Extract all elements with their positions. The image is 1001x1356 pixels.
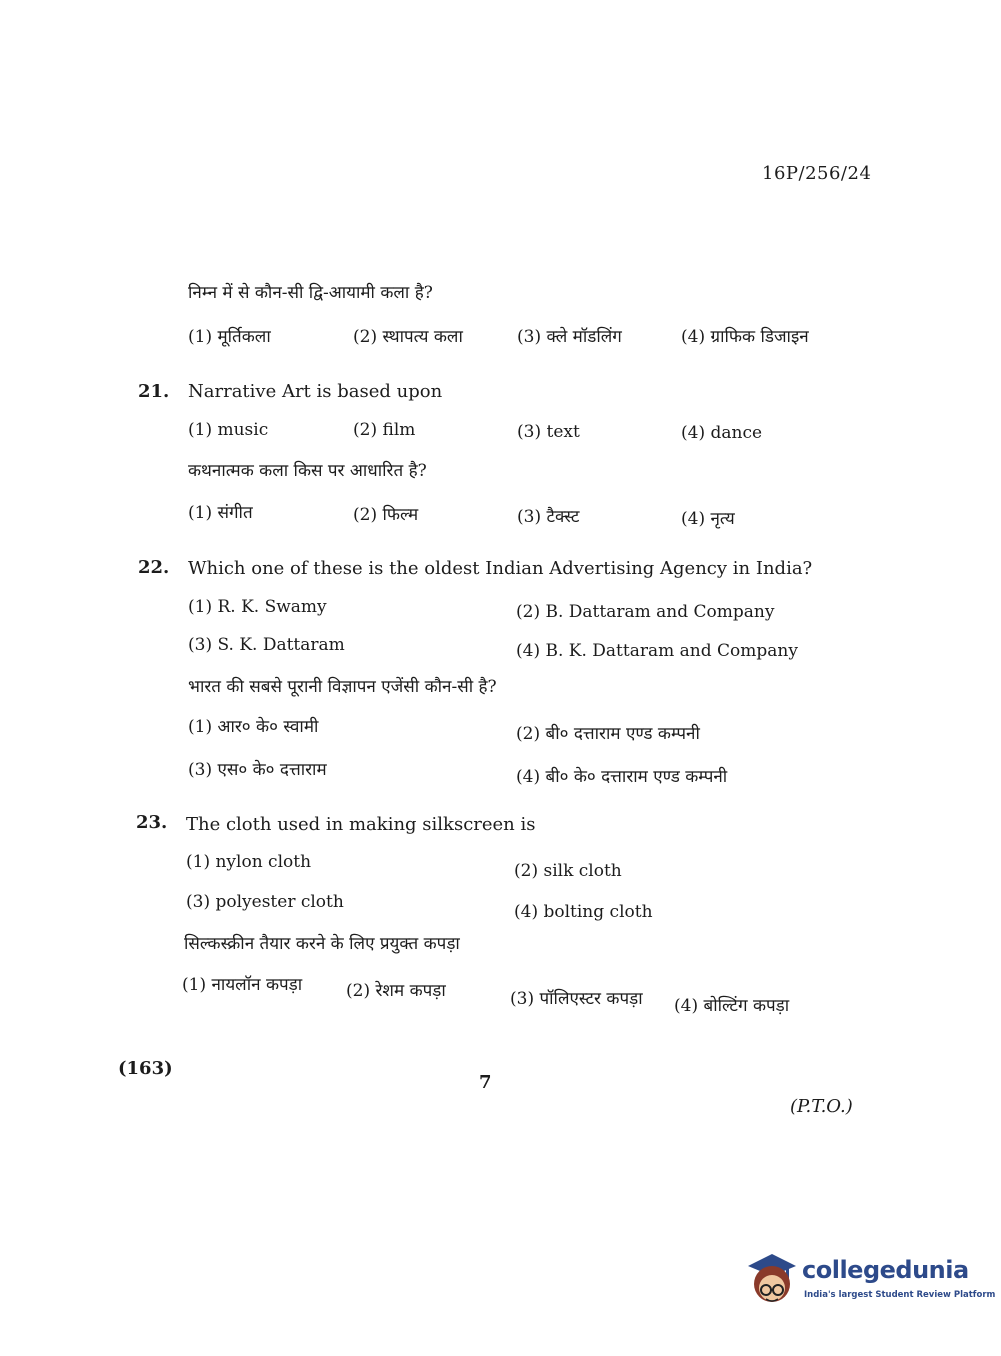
q23-hindi-question: सिल्कस्क्रीन तैयार करने के लिए प्रयुक्त कपड़ा xyxy=(184,934,460,954)
q23-hindi-option-4: (4) बोल्टिंग कपड़ा xyxy=(674,996,790,1016)
q22-option-3: (3) S. K. Dattaram xyxy=(188,635,345,655)
q23-option-4: (4) bolting cloth xyxy=(514,902,653,922)
q22-number: 22. xyxy=(138,557,170,578)
q23-hindi-option-2: (2) रेशम कपड़ा xyxy=(346,981,446,1001)
q21-hindi-option-1: (1) संगीत xyxy=(188,503,253,523)
q21-hindi-option-2: (2) फिल्म xyxy=(353,505,419,525)
q22-question: Which one of these is the oldest Indian Advertising Agency in India? xyxy=(188,558,813,579)
booklet-code: (163) xyxy=(118,1058,173,1079)
brand-tagline: India's largest Student Review Platform xyxy=(804,1290,996,1300)
q21-option-3: (3) text xyxy=(517,422,580,442)
q22-hindi-option-3: (3) एस० के० दत्ताराम xyxy=(188,760,327,780)
q23-question: The cloth used in making silkscreen is xyxy=(186,814,536,835)
q23-option-3: (3) polyester cloth xyxy=(186,892,344,912)
q22-hindi-option-2: (2) बी० दत्ताराम एण्ड कम्पनी xyxy=(516,724,700,744)
brand-name: collegedunia xyxy=(802,1256,969,1284)
q21-hindi-option-3: (3) टैक्स्ट xyxy=(517,507,580,527)
q20-hindi-question: निम्न में से कौन-सी द्वि-आयामी कला है? xyxy=(188,283,433,303)
paper-code: 16P/256/24 xyxy=(762,163,872,184)
q21-hindi-question: कथनात्मक कला किस पर आधारित है? xyxy=(188,461,427,481)
q22-hindi-option-4: (4) बी० के० दत्ताराम एण्ड कम्पनी xyxy=(516,767,728,787)
mascot-icon xyxy=(742,1250,800,1312)
collegedunia-logo xyxy=(742,1250,996,1312)
q23-hindi-option-3: (3) पॉलिएस्टर कपड़ा xyxy=(510,989,643,1009)
q23-option-1: (1) nylon cloth xyxy=(186,852,312,872)
q22-hindi-question: भारत की सबसे पूरानी विज्ञापन एजेंसी कौन-सी है? xyxy=(188,677,497,697)
q20-hindi-option-2: (2) स्थापत्य कला xyxy=(353,327,463,347)
q22-option-4: (4) B. K. Dattaram and Company xyxy=(516,641,798,661)
q22-hindi-option-1: (1) आर० के० स्वामी xyxy=(188,717,319,737)
q23-number: 23. xyxy=(136,812,168,833)
q21-number: 21. xyxy=(138,381,170,402)
q21-hindi-option-4: (4) नृत्य xyxy=(681,509,735,529)
pto-label: (P.T.O.) xyxy=(790,1096,853,1117)
q23-option-2: (2) silk cloth xyxy=(514,861,622,881)
q21-option-4: (4) dance xyxy=(681,423,763,443)
q20-hindi-option-1: (1) मूर्तिकला xyxy=(188,327,271,347)
q21-option-2: (2) film xyxy=(353,420,416,440)
q23-hindi-option-1: (1) नायलॉन कपड़ा xyxy=(182,975,303,995)
q20-hindi-option-3: (3) क्ले मॉडलिंग xyxy=(517,327,622,347)
page-number: 7 xyxy=(479,1072,492,1093)
q21-question: Narrative Art is based upon xyxy=(188,381,443,402)
q22-option-1: (1) R. K. Swamy xyxy=(188,597,327,617)
q22-option-2: (2) B. Dattaram and Company xyxy=(516,602,775,622)
q21-option-1: (1) music xyxy=(188,420,269,440)
q20-hindi-option-4: (4) ग्राफिक डिजाइन xyxy=(681,327,809,347)
